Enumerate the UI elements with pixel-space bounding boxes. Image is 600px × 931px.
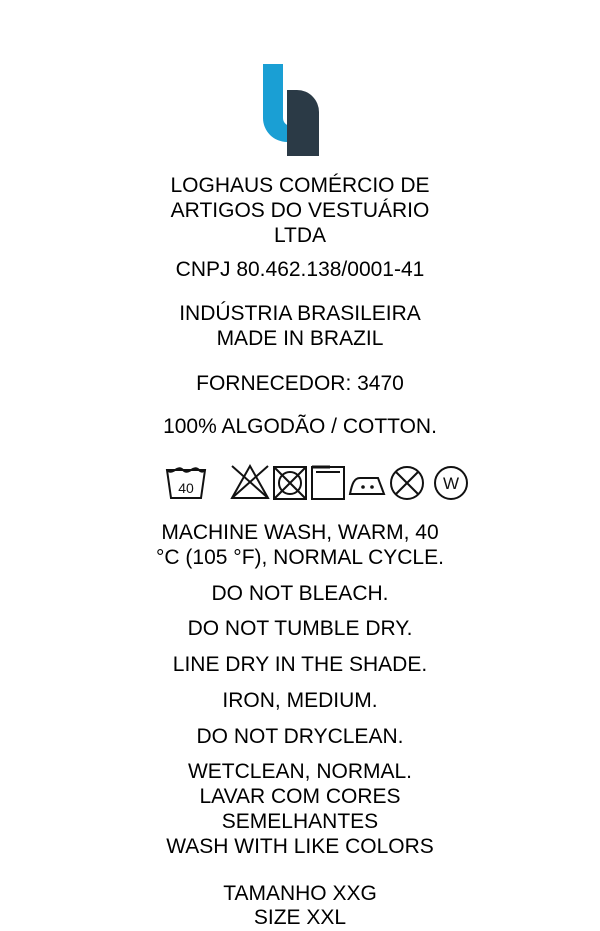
care-line-2: °C (105 °F), NORMAL CYCLE. xyxy=(156,545,444,569)
do-not-bleach-symbol xyxy=(232,466,268,498)
company-cnpj: CNPJ 80.462.138/0001-41 xyxy=(175,258,425,282)
iron-medium-symbol xyxy=(350,478,384,494)
origin-statement xyxy=(179,302,421,352)
fiber-composition: 100% ALGODÃO / COTTON. xyxy=(163,415,437,439)
svg-text:W: W xyxy=(442,474,460,494)
wetclean-normal-symbol xyxy=(435,467,467,499)
svg-text:40: 40 xyxy=(178,480,194,497)
care-line-9: LAVAR COM CORES xyxy=(199,785,401,809)
care-line-3: DO NOT BLEACH. xyxy=(211,581,389,605)
supplier-code: FORNECEDOR: 3470 xyxy=(196,371,404,395)
do-not-tumble-dry-symbol xyxy=(274,467,306,499)
care-instructions xyxy=(156,521,444,859)
care-line-6: IRON, MEDIUM. xyxy=(222,688,378,712)
size-intl: SIZE XXL xyxy=(253,906,347,930)
care-line-10: SEMELHANTES xyxy=(221,810,379,834)
line-dry-in-shade-symbol xyxy=(312,467,344,499)
company-name-line2: ARTIGOS DO VESTUÁRIO xyxy=(170,198,430,222)
size-br: TAMANHO XXG xyxy=(223,881,377,905)
care-line-4: DO NOT TUMBLE DRY. xyxy=(187,617,413,641)
care-line-8: WETCLEAN, NORMAL. xyxy=(187,760,412,784)
origin-line-en: MADE IN BRAZIL xyxy=(216,326,384,350)
care-line-1: MACHINE WASH, WARM, 40 xyxy=(161,521,439,545)
care-symbols-row xyxy=(164,456,460,504)
company-name-line3: LTDA xyxy=(273,223,327,247)
do-not-dryclean-symbol xyxy=(391,467,423,499)
size-info xyxy=(223,882,377,931)
loghaus-logo xyxy=(257,62,343,158)
care-line-11: WASH WITH LIKE COLORS xyxy=(166,834,434,858)
care-line-7: DO NOT DRYCLEAN. xyxy=(196,724,404,748)
machine-wash-40-symbol xyxy=(167,468,205,498)
company-name-line1: LOGHAUS COMÉRCIO DE xyxy=(170,174,430,197)
care-line-5: LINE DRY IN THE SHADE. xyxy=(172,653,428,677)
origin-line-pt: INDÚSTRIA BRASILEIRA xyxy=(179,302,421,326)
company-name xyxy=(150,174,450,248)
